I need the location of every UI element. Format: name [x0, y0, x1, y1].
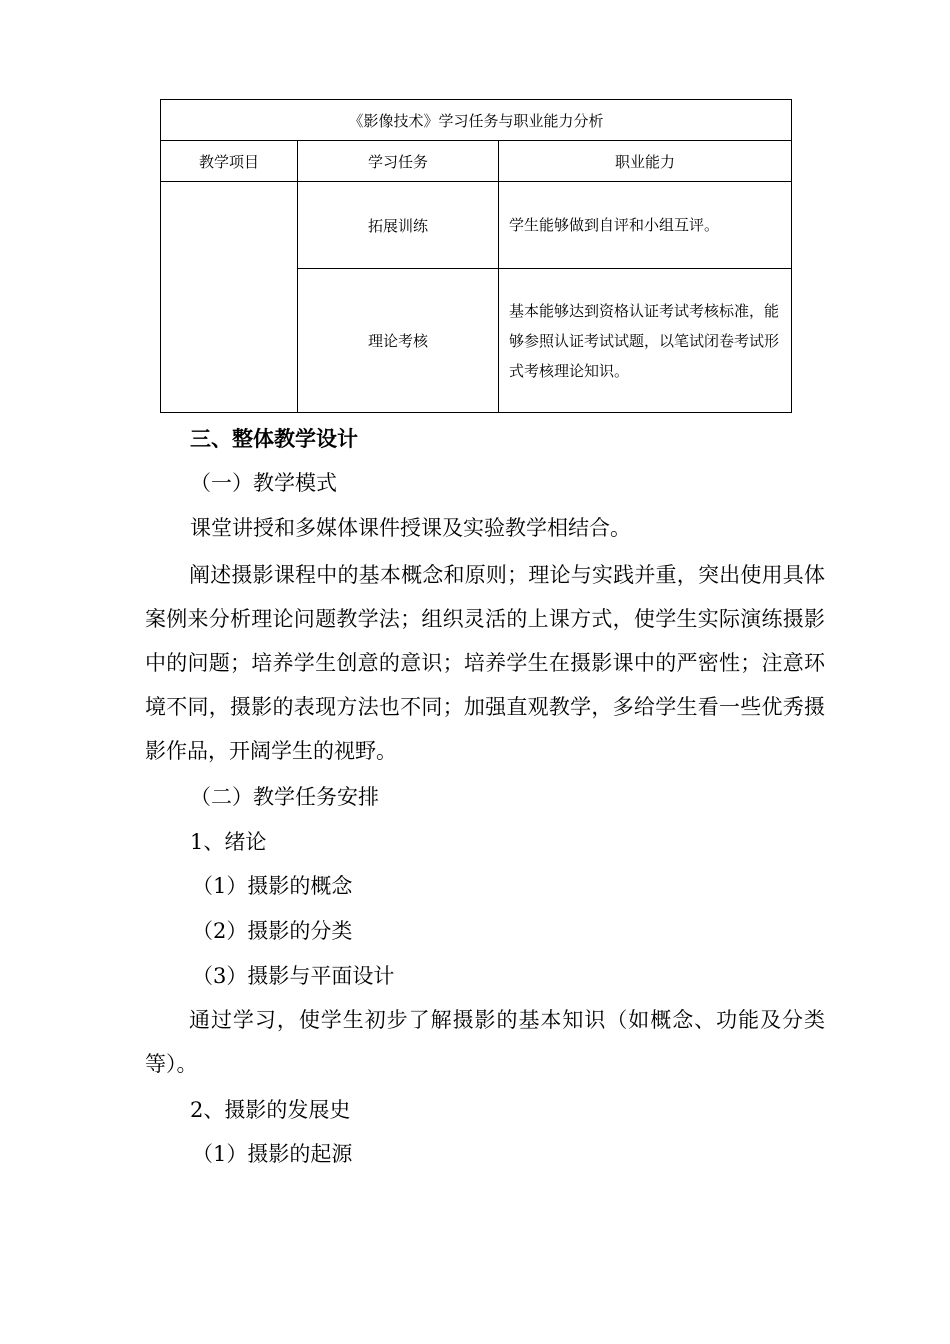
paragraph: 课堂讲授和多媒体课件授课及实验教学相结合。 [190, 516, 631, 540]
analysis-table [160, 99, 792, 413]
subsection-heading: （二）教学任务安排 [190, 785, 379, 809]
paragraph: 通过学习，使学生初步了解摄影的基本知识（如概念、功能及分类等）。 [145, 1008, 825, 1076]
ability-cell: 学生能够做到自评和小组互评。 [499, 182, 792, 269]
header-professional-ability: 职业能力 [499, 141, 792, 182]
paragraph: 阐述摄影课程中的基本概念和原则；理论与实践并重，突出使用具体案例来分析理论问题教学法；组织灵活的上课方式，使学生实际演练摄影中的问题；培养学生创意的意识；培养学生在摄影课中的严密性；注意环境不同，摄影的表现方法也不同；加强直观教学，多给学生看一些优秀摄影作品，开阔学生的视野。 [145, 563, 825, 763]
section-heading: 三、整体教学设计 [190, 426, 358, 451]
table-title: 《影像技术》学习任务与职业能力分析 [161, 100, 792, 141]
ability-cell: 基本能够达到资格认证考试考核标准，能够参照认证考试试题，以笔试闭卷考试形式考核理论知识。 [499, 269, 792, 413]
list-item: （2）摄影的分类 [192, 919, 353, 943]
header-learning-task: 学习任务 [298, 141, 499, 182]
task-cell: 理论考核 [298, 269, 499, 413]
list-item: （3）摄影与平面设计 [192, 964, 395, 988]
task-cell: 拓展训练 [298, 182, 499, 269]
list-item: 1、绪论 [190, 830, 267, 854]
list-item: （1）摄影的概念 [192, 874, 353, 898]
project-cell [161, 182, 298, 413]
table-row [161, 182, 792, 269]
subsection-heading: （一）教学模式 [190, 471, 337, 495]
header-teaching-project: 教学项目 [161, 141, 298, 182]
list-item: （1）摄影的起源 [192, 1142, 353, 1166]
list-item: 2、摄影的发展史 [190, 1098, 351, 1122]
